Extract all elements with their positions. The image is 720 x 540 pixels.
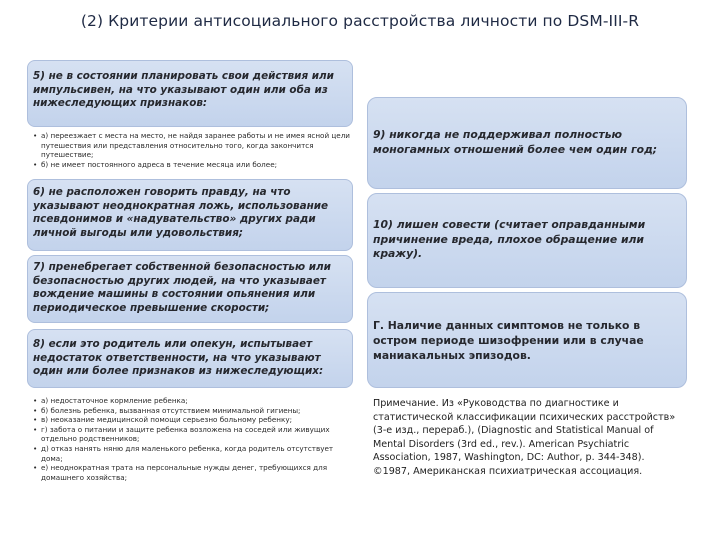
criterion-5-text: 5) не в состоянии планировать свои действия или импульсивен, на что указывают один или оба из нижеследующих признаков: xyxy=(33,70,334,110)
criterion-8-bullet-f: • е) неоднократная трата на персональные нужды денег, требующихся для домашнего хозяйства; xyxy=(33,463,353,482)
criterion-g-text: Г. Наличие данных симптомов не только в остром периоде шизофрении или в случае маниакальных эпизодов. xyxy=(373,319,644,362)
criterion-8-bullet-c: • в) неоказание медицинской помощи серьезно больному ребенку; xyxy=(33,415,353,425)
criterion-5-bullets xyxy=(33,131,353,169)
criterion-8-bullet-b: • б) болезнь ребенка, вызванная отсутствием минимальной гигиены; xyxy=(33,406,353,416)
source-note: Примечание. Из «Руководства по диагностике и статистической классификации психических расстройств» (3-е изд., перераб.), (Diagnostic and Statistical Manual of Mental Disorders (3rd ed., rev.). American Psychiatric Association, 1987, Washington, DC: Author, p. 344-348). ©1987, Американская психиатрическая ассоциация. xyxy=(373,398,676,477)
criterion-5-bullet-b: • б) не имеет постоянного адреса в течение месяца или более; xyxy=(33,160,353,170)
criterion-9-text: 9) никогда не поддерживал полностью моногамных отношений более чем один год; xyxy=(373,128,658,156)
criterion-8-bullet-e: • д) отказ нанять няню для маленького ребенка, когда родитель отсутствует дома; xyxy=(33,444,353,463)
criterion-8-bullet-d: • г) забота о питании и защите ребенка возложена на соседей или живущих отдельно родственников; xyxy=(33,425,353,444)
criterion-6-text: 6) не расположен говорить правду, на что указывают неоднократная ложь, использование псевдонимов и «надувательство» других ради личной выгоды или удовольствия; xyxy=(33,186,329,239)
criterion-8-bullets xyxy=(33,396,353,482)
criterion-8-bullet-a: • а) недостаточное кормление ребенка; xyxy=(33,396,353,406)
criterion-7-text: 7) пренебрегает собственной безопасностью или безопасностью других людей, на что указывает вождение машины в состоянии опьянения или периодическое превышение скорости; xyxy=(33,261,331,314)
criterion-10-text: 10) лишен совести (считает оправданными причинение вреда, плохое обращение или кражу). xyxy=(373,218,646,260)
page-title: (2) Критерии антисоциального расстройства личности по DSM-III-R xyxy=(80,12,640,30)
criterion-5-bullet-a: • а) переезжает с места на место, не найдя заранее работы и не имея ясной цели путешествия или представления относительно того, когда закончится путешествие; xyxy=(33,131,353,160)
criterion-8-text: 8) если это родитель или опекун, испытывает недостаток ответственности, на что указывают один или более признаков из нижеследующих: xyxy=(33,338,324,378)
